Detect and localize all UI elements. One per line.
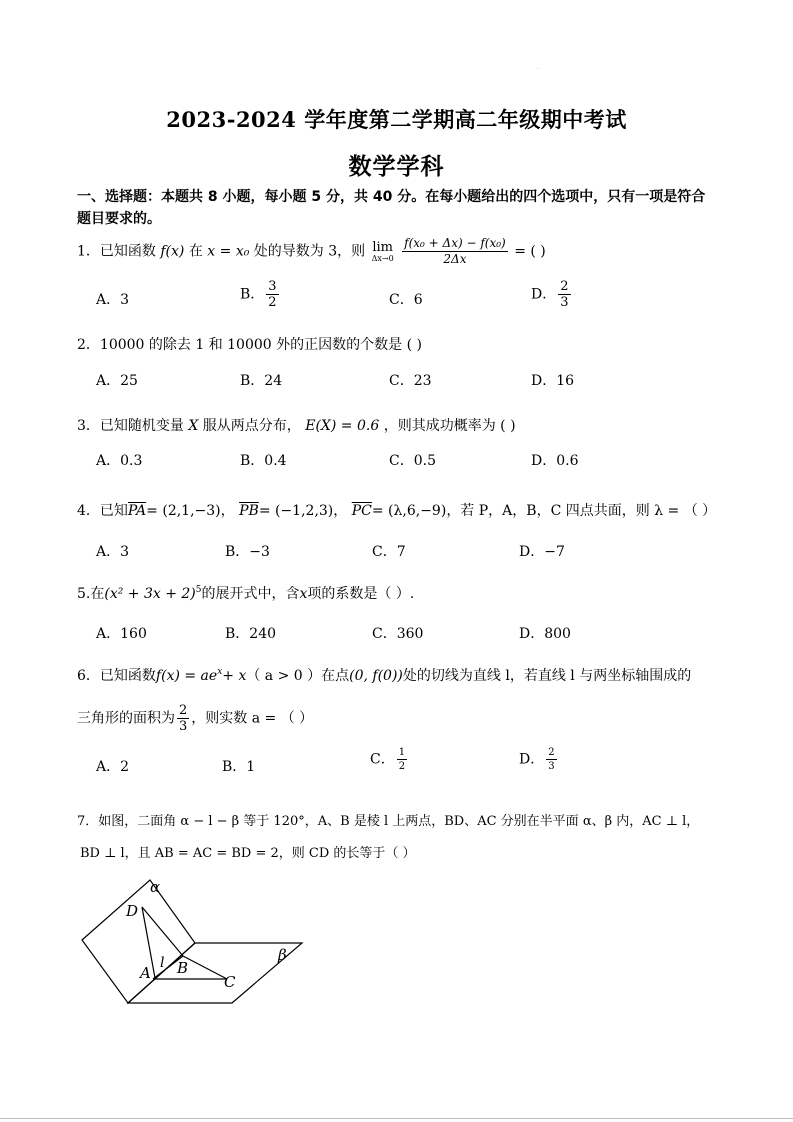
label-b: B [177,959,189,977]
q4-option-b[interactable]: B．−3 [225,544,270,560]
q6-option-a[interactable]: A．2 [96,759,130,775]
question-5: 5.在$(x^2 + 3x + 2)^5$的展开式中，含x项的系数是（ ）. [77,585,415,602]
q2-option-d[interactable]: D．16 [531,373,575,389]
question-4: 4．已知$\overline{PA}= (2,1,-3)$， $\overline{PB}= (-1,2,3)$， $\overline{PC}= (\lambda,6,-9)$，若 P，A，B，C 四点共面，则 λ = （ ） [77,503,717,519]
q5-option-a[interactable]: A．160 [96,626,147,642]
q3-option-c[interactable]: C．0.5 [389,453,436,469]
q6-option-b[interactable]: B．1 [222,759,256,775]
label-c: C [224,973,236,991]
q3-option-d[interactable]: D．0.6 [531,453,579,469]
q3-option-b[interactable]: B．0.4 [240,453,287,469]
label-a: A [140,964,151,982]
difference-quotient: $\frac{\text{f(x₀ + Δx) − f(x₀)}}{2\Delta x}$ [404,236,506,266]
q1-option-a[interactable]: A．3 [96,292,130,308]
subject-title: 数学学科 [348,153,445,180]
q4-option-a[interactable]: A．3 [96,544,130,560]
dihedral-angle-figure [70,870,320,1015]
q1-option-d[interactable]: D． $\frac{2}{3}$ [531,279,569,310]
q4-option-c[interactable]: C．7 [372,544,406,560]
q1-option-b[interactable]: B． $\frac{3}{2}$ [240,279,277,310]
segment-db [142,907,183,956]
question-7-line-2: BD ⊥ l，且 AB = AC = BD = 2，则 CD 的长等于（ ） [80,846,416,861]
label-l: l [160,955,165,971]
q5-option-d[interactable]: D．800 [519,626,571,642]
question-6-line-2: 三角形的面积为 $\frac{2}{3}$ ，则实数 a = （ ） [77,703,314,734]
exam-title: 2023-2024 学年度第二学期高二年级期中考试 [166,107,627,132]
q4-option-d[interactable]: D．−7 [519,544,565,560]
question-3: 3．已知随机变量 X 服从两点分布， E(X) = 0.6 ，则其成功概率为 ( ) [77,418,516,434]
section-heading: 一、选择题：本题共 8 小题，每小题 5 分，共 40 分。在每小题给出的四个选项中，只有一项是符合题目要求的。 [77,189,706,227]
page-bottom-border [0,1118,793,1119]
q3-option-a[interactable]: A．0.3 [96,453,143,469]
q2-option-b[interactable]: B．24 [240,373,283,389]
limit-operator: lim Δx→0 [371,239,394,263]
question-7-line-1: 7．如图，二面角 α − l − β 等于 120°，A、B 是棱 l 上两点，BD、AC 分别在半平面 α、β 内，AC ⊥ l， [77,814,700,829]
label-d: D [126,902,139,920]
question-6-line-1: 6．已知函数$f(x) = ae^x+ x$（ a > 0 ）在点(0, f(0))处的切线为直线 l，若直线 l 与两坐标轴围成的 [77,667,692,684]
label-alpha: α [150,878,161,896]
q1-option-c[interactable]: C．6 [389,292,423,308]
q2-option-c[interactable]: C．23 [389,373,432,389]
question-2: 2．10000 的除去 1 和 10000 外的正因数的个数是 ( ) [77,337,422,353]
q6-option-c[interactable]: C． $\frac{1}{2}$ [370,747,406,772]
exam-page: · 2023-2024 学年度第二学期高二年级期中考试 数学学科 一、选择题：本题共 8 小题，每小题 5 分，共 40 分。在每小题给出的四个选项中，只有一项是符合题目要求的。 1．已知函数 f(x) 在 x = x₀ 处的导数为 3，则 lim Δx→0 $\frac{\text{f(x₀ + Δx) − f(x₀)}}{2\Delta x}$ = ( ) A．3 B． $\frac{3}{2}$ C．6 D． $\frac{2}{3}$ 2．10000 的除去 1 和 10000 外的正因数的个数是 ( ) A．25 B．24 C．23 D．16 3．已知随机变量 X 服从两点分布， E(X) = 0.6 ，则其成功概率为 ( ) A．0.3 B．0.4 C．0.5 D．0.6 4．已知$\overline{PA}= (2,1,-3)$， $\overline{PB}= (-1,2,3)$， $\overline{PC}= (\lambda,6,-9)$，若 P，A，B，C 四点共面，则 λ = （ ） A．3 B．−3 C．7 D．−7 5.在$(x^2 + 3x + 2)^5$的展开式中，含x项的系数是（ ）. A．160 B．240 C．360 D．800 6．已知函数$f(x) = ae^x+ x$（ a > 0 ）在点(0, f(0))处的切线为直线 l，若直线 l 与两坐标轴围成的 三角形的面积为 $\frac{2}{3}$ ，则实数 a = （ ） A．2 B．1 C． $\frac{1}{2}$ D． $\frac{2}{3}$ 7．如图，二面角 α − l − β 等于 120°，A、B 是棱 l 上两点，BD、AC 分别在半平面 α、β 内，AC ⊥ l， BD ⊥ l，且 AB = AC = BD = 2，则 CD 的长等于（ ） α β D A l B C [0,0,793,1122]
segment-bc [183,956,227,979]
q6-option-d[interactable]: D． $\frac{2}{3}$ [519,747,555,772]
q5-option-b[interactable]: B．240 [225,626,277,642]
q2-option-a[interactable]: A．25 [96,373,138,389]
label-beta: β [278,946,287,964]
q5-option-c[interactable]: C．360 [372,626,424,642]
plane-alpha [82,880,195,1003]
question-1: 1．已知函数 f(x) 在 x = x₀ 处的导数为 3，则 lim Δx→0 $\frac{\text{f(x₀ + Δx) − f(x₀)}}{2\Delta x}$ = ( ) [77,236,546,266]
